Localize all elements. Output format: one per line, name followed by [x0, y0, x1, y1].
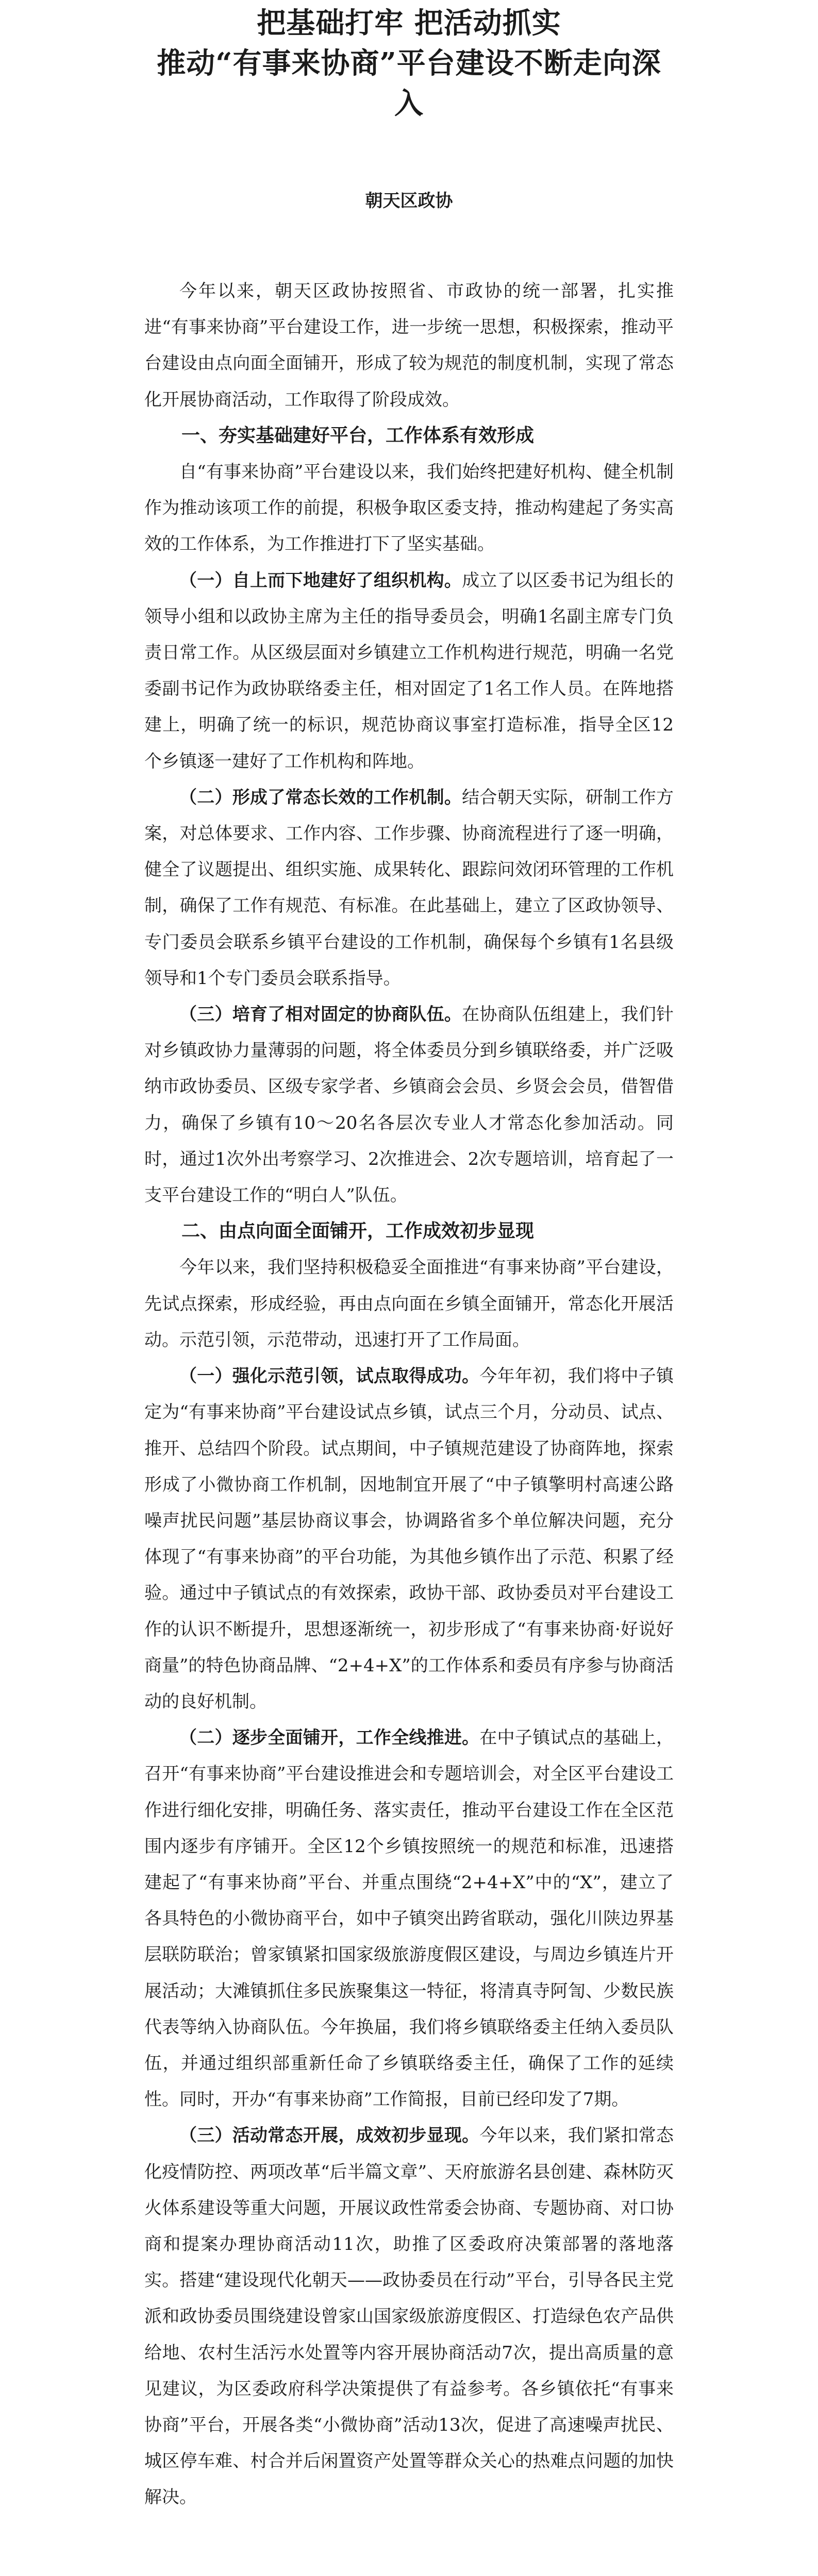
item-text: 在协商队伍组建上，我们针对乡镇政协力量薄弱的问题，将全体委员分到乡镇联络委，并广泛吸纳市政协委员、区级专家学者、乡镇商会会员、乡贤会会员，借智借力，确保了乡镇有10～20名各层次专业人才常态化参加活动。同时，通过1次外出考察学习、2次推进会、2次专题培训，培育起了一支平台建设工作的“明白人”队伍。	[144, 1004, 674, 1206]
item-lead: （二）逐步全面铺开，工作全线推进。	[179, 1727, 480, 1749]
item-text: 成立了以区委书记为组长的领导小组和以政协主席为主任的指导委员会，明确1名副主席专门负责日常工作。从区级层面对乡镇建立工作机构进行规范，明确一名党委副书记作为政协联络委主任，相对固定了1名工作人员。在阵地搭建上，明确了统一的标识，规范协商议事室打造标准，指导全区12个乡镇逐一建好了工作机构和阵地。	[144, 570, 674, 772]
item-lead: （二）形成了常态长效的工作机制。	[179, 787, 462, 808]
section-intro-2: 今年以来，我们坚持积极稳妥全面推进“有事来协商”平台建设，先试点探索，形成经验，再由点向面在乡镇全面铺开，常态化开展活动。示范引领，示范带动，迅速打开了工作局面。	[144, 1257, 674, 1350]
author: 朝天区政协	[365, 191, 453, 211]
item-text: 今年年初，我们将中子镇定为“有事来协商”平台建设试点乡镇，试点三个月，分动员、试点、推开、总结四个阶段。试点期间，中子镇规范建设了协商阵地，探索形成了小微协商工作机制，因地制宜开展了“中子镇擎明村高速公路噪声扰民问题”基层协商议事会，协调路省多个单位解决问题，充分体现了“有事来协商”的平台功能，为其他乡镇作出了示范、积累了经验。通过中子镇试点的有效探索，政协干部、政协委员对平台建设工作的认识不断提升，思想逐渐统一，初步形成了“有事来协商·好说好商量”的特色协商品牌、“2+4+X”的工作体系和委员有序参与协商活动的良好机制。	[144, 1366, 674, 1712]
title-line-2: 推动“有事来协商”平台建设不断走向深入	[157, 46, 661, 121]
item-lead: （一）自上而下地建好了组织机构。	[179, 570, 462, 591]
item-text: 在中子镇试点的基础上，召开“有事来协商”平台建设推进会和专题培训会，对全区平台建设工作进行细化安排，明确任务、落实责任，推动平台建设工作在全区范围内逐步有序铺开。全区12个乡镇按照统一的规范和标准，迅速搭建起了“有事来协商”平台、并重点围绕“2+4+X”中的“X”，建立了各具特色的小微协商平台，如中子镇突出跨省联动，强化川陕边界基层联防联治；曾家镇紧扣国家级旅游度假区建设，与周边乡镇连片开展活动；大滩镇抓住多民族聚集这一特征，将清真寺阿訇、少数民族代表等纳入协商队伍。今年换届，我们将乡镇联络委主任纳入委员队伍，并通过组织部重新任命了乡镇联络委主任，确保了工作的延续性。同时，开办“有事来协商”工作简报，目前已经印发了7期。	[144, 1727, 674, 2110]
article-body	[144, 273, 674, 2516]
section-2-item-1	[144, 1358, 674, 1720]
intro-paragraph: 今年以来，朝天区政协按照省、市政协的统一部署，扎实推进“有事来协商”平台建设工作，进一步统一思想，积极探索，推动平台建设由点向面全面铺开，形成了较为规范的制度机制，实现了常态化开展协商活动，工作取得了阶段成效。	[144, 281, 674, 410]
item-lead: （一）强化示范引领，试点取得成功。	[179, 1366, 480, 1387]
section-intro-1: 自“有事来协商”平台建设以来，我们始终把建好机构、健全机制作为推动该项工作的前提，积极争取区委支持，推动构建起了务实高效的工作体系，为工作推进打下了坚实基础。	[144, 462, 674, 555]
section-2-item-2	[144, 1720, 674, 2117]
section-heading-2: 二、由点向面全面铺开，工作成效初步显现	[181, 1221, 535, 1242]
section-1-item-3	[144, 996, 674, 1213]
section-heading-1: 一、夯实基础建好平台，工作体系有效形成	[181, 425, 535, 446]
item-text: 结合朝天实际，研制工作方案，对总体要求、工作内容、工作步骤、协商流程进行了逐一明确，健全了议题提出、组织实施、成果转化、跟踪问效闭环管理的工作机制，确保了工作有规范、有标准。在此基础上，建立了区政协领导、专门委员会联系乡镇平台建设的工作机制，确保每个乡镇有1名县级领导和1个专门委员会联系指导。	[144, 787, 674, 989]
title-line-1: 把基础打牢 把活动抓实	[257, 6, 561, 40]
item-lead: （三）活动常态开展，成效初步显现。	[179, 2125, 480, 2146]
section-2-item-3	[144, 2117, 674, 2515]
section-1-item-2	[144, 779, 674, 996]
section-1-item-1	[144, 563, 674, 779]
item-text: 今年以来，我们紧扣常态化疫情防控、两项改革“后半篇文章”、天府旅游名县创建、森林防灭火体系建设等重大问题，开展议政性常委会协商、专题协商、对口协商和提案办理协商活动11次，助推了区委政府决策部署的落地落实。搭建“建设现代化朝天——政协委员在行动”平台，引导各民主党派和政协委员围绕建设曾家山国家级旅游度假区、打造绿色农产品供给地、农村生活污水处置等内容开展协商活动7次，提出高质量的意见建议，为区委政府科学决策提供了有益参考。各乡镇依托“有事来协商”平台，开展各类“小微协商”活动13次，促进了高速噪声扰民、城区停车难、村合并后闲置资产处置等群众关心的热难点问题的加快解决。	[144, 2125, 674, 2508]
item-lead: （三）培育了相对固定的协商队伍。	[179, 1004, 462, 1025]
